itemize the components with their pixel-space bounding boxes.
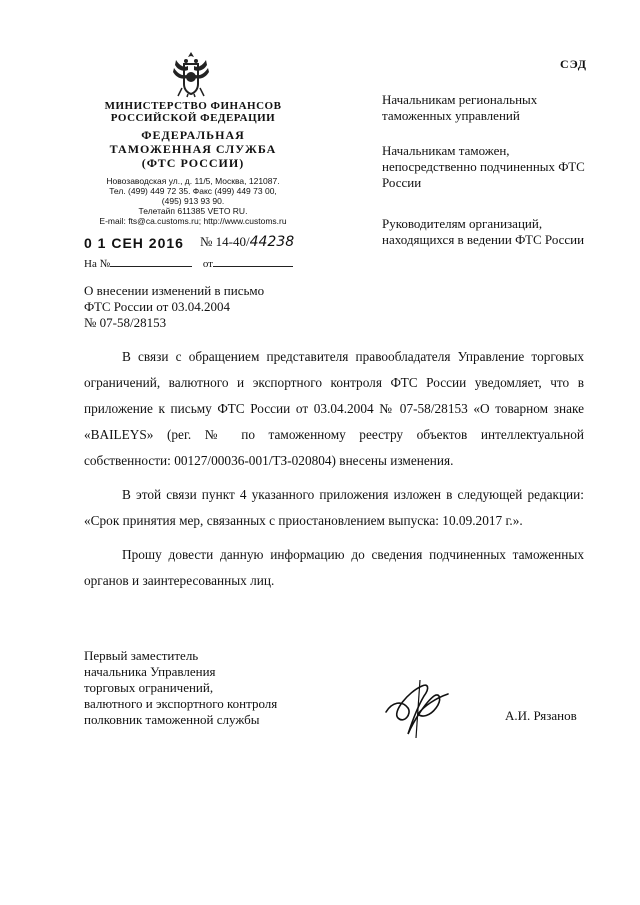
sender-address: [80, 176, 306, 226]
registration-number-prefix: № 14-40/: [200, 234, 250, 249]
body-paragraph-3: Прошу довести данную информацию до сведения подчиненных таможенных органов и заинтересованных лиц.: [84, 547, 584, 588]
service-line-1: ФЕДЕРАЛЬНАЯ: [141, 128, 245, 142]
letter-subject: [84, 283, 324, 331]
document-mark: СЭД: [560, 57, 588, 71]
service-line-3: (ФТС РОССИИ): [141, 156, 245, 170]
reply-number-blank: [110, 256, 192, 267]
service-name: [80, 128, 306, 170]
reply-date-blank: [213, 256, 293, 267]
reply-from-label: от: [202, 258, 213, 270]
signer-name: А.И. Рязанов: [505, 708, 577, 723]
address-line-4: Телетайп 611385 VETO RU.: [138, 206, 248, 216]
address-line-5: E-mail: fts@ca.customs.ru; http://www.customs.ru: [99, 216, 287, 226]
reply-reference: [84, 256, 304, 270]
service-line-2: ТАМОЖЕННАЯ СЛУЖБА: [109, 142, 277, 156]
registration-date: 0 1 СЕН 2016: [84, 235, 184, 251]
reply-to-label: На №: [84, 258, 111, 270]
ministry-line-1: МИНИСТЕРСТВО ФИНАНСОВ: [104, 100, 282, 112]
signer-title-line-3: торговых ограничений,: [84, 680, 214, 695]
signer-title: [84, 648, 324, 728]
russian-coat-of-arms-icon: [170, 50, 212, 98]
signer-title-line-2: начальника Управления: [84, 664, 216, 679]
addressee-2: Начальникам таможен, непосредственно подчиненных ФТС России: [382, 143, 585, 190]
addressee-3: Руководителям организаций, находящихся в ведении ФТС России: [382, 216, 585, 247]
address-line-1: Новозаводская ул., д. 11/5, Москва, 121087.: [106, 176, 280, 186]
address-line-3: (495) 913 93 90.: [161, 196, 225, 206]
registration-number-handwritten: 44238: [249, 234, 295, 250]
body-paragraph-1: В связи с обращением представителя правообладателя Управление торговых ограничений, валютного и экспортного контроля ФТС России уведомляет, что в приложение к письму ФТС России от 03.04.2004 № 07-58/28153 «О товарном знаке «BAILEYS» (рег. № по таможенному реестру объектов интеллектуальной собственности: 00127/00036-001/ТЗ-020804) внесены изменения.: [84, 349, 584, 468]
ministry-line-2: РОССИЙСКОЙ ФЕДЕРАЦИИ: [110, 112, 276, 124]
address-line-2: Тел. (499) 449 72 35. Факс (499) 449 73 00,: [109, 186, 277, 196]
registration-number: [200, 234, 310, 250]
handwritten-signature: [378, 672, 458, 742]
addressee-1: Начальникам региональных таможенных управлений: [382, 92, 538, 123]
signer-title-line-4: валютного и экспортного контроля: [84, 696, 278, 711]
letter-body: [84, 344, 584, 602]
signer-title-line-1: Первый заместитель: [84, 648, 199, 663]
subject-line-1: О внесении изменений в письмо: [84, 283, 265, 298]
signer-title-line-5: полковник таможенной службы: [84, 712, 260, 727]
body-paragraph-2: В этой связи пункт 4 указанного приложения изложен в следующей редакции: «Срок принятия мер, связанных с приостановлением выпуска: 10.09.2017 г.».: [84, 487, 584, 528]
subject-line-2: ФТС России от 03.04.2004: [84, 299, 231, 314]
subject-line-3: № 07-58/28153: [84, 315, 167, 330]
ministry-name: [80, 100, 306, 124]
